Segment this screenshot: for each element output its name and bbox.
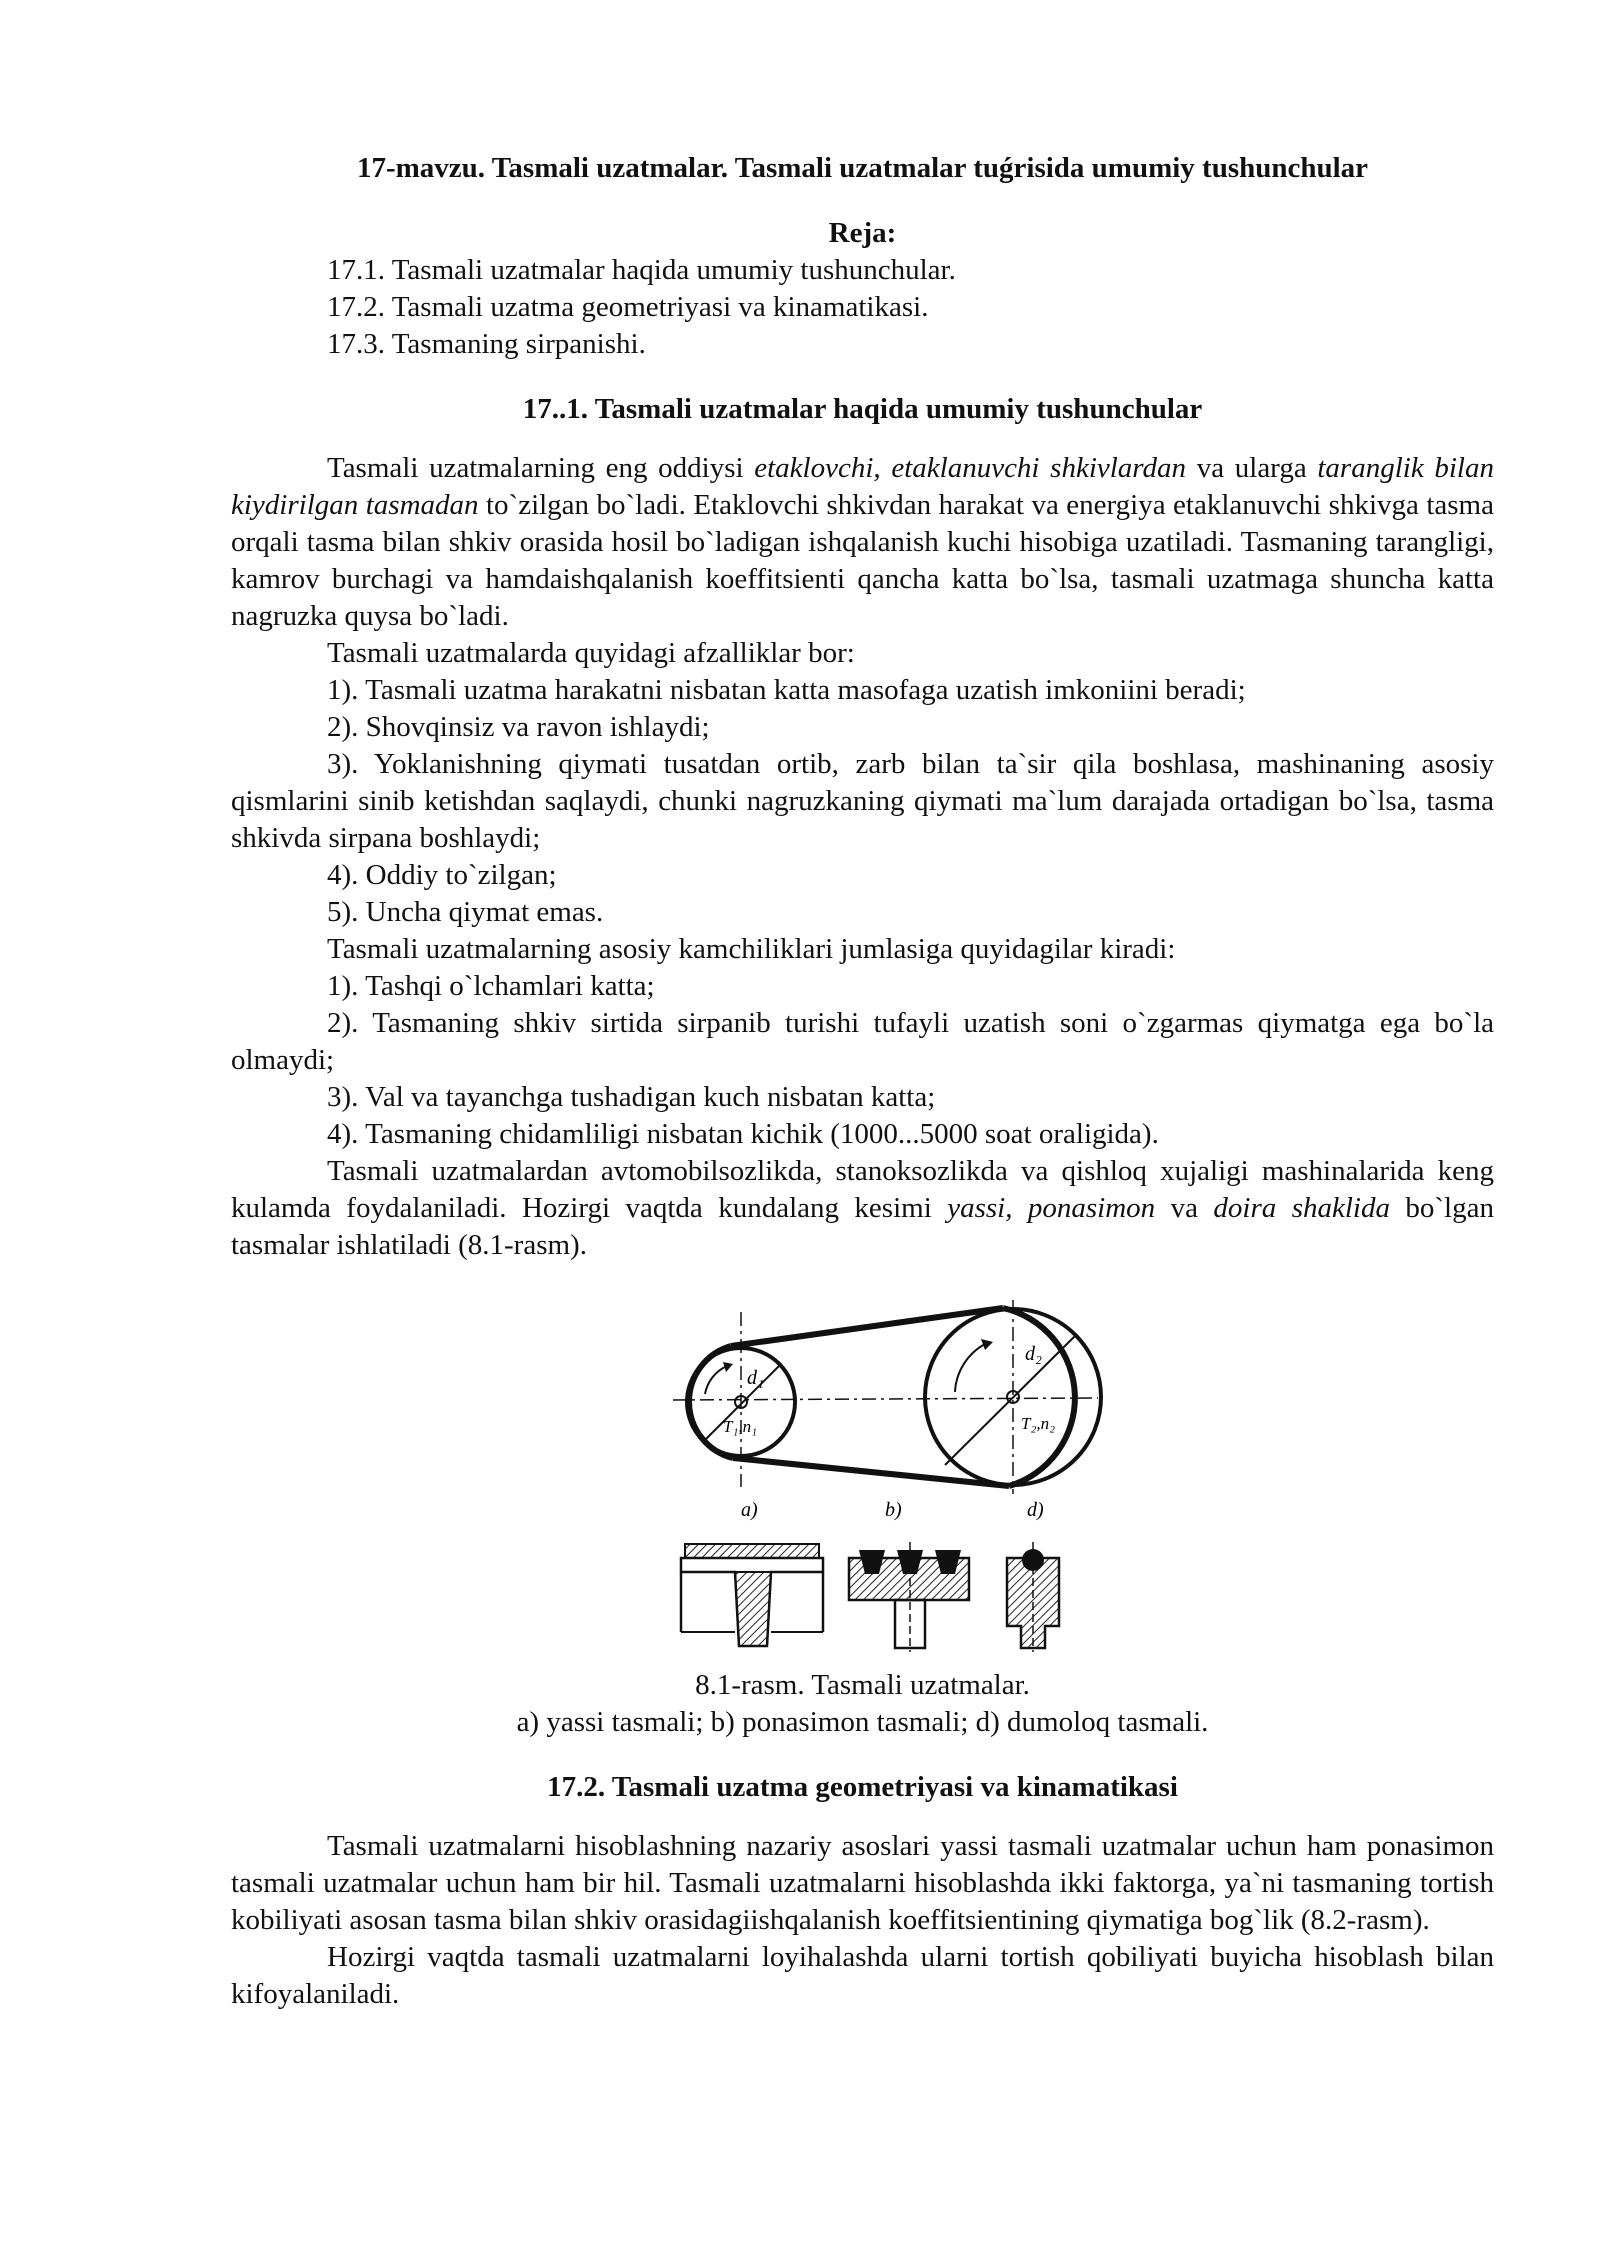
plan-list [231, 252, 1494, 363]
section2-paragraph: Tasmali uzatmalarni hisoblashning nazariy asoslari yassi tasmali uzatmalar uchun ham ponasimon tasmali uzatmalar uchun ham bir hil. Tasmali uzatmalarni hisoblashda ikki faktorga, ya`ni tasmaning tortish kobiliyati asosan tasma bilan shkiv orasidagiishqalanish koeffitsientining qiymatiga bog`lik (8.2-rasm). [231, 1830, 1494, 1936]
advantage-item: 5). Uncha qiymat emas. [327, 896, 604, 928]
belt-drive-drawing [663, 1282, 1103, 1667]
label-d2: d₂ [1025, 1343, 1042, 1365]
disadvantage-item: 3). Val va tayanchga tushadigan kuch nisbatan katta; [327, 1081, 936, 1113]
flat-belt-section [681, 1544, 823, 1646]
advantages-heading: Tasmali uzatmalarda quyidagi afzalliklar bor: [327, 637, 855, 669]
belt-drive-figure [231, 1282, 1494, 1667]
usage-paragraph: Tasmali uzatmalardan avtomobilsozlikda, stanoksozlikda va qishloq xujaligi mashinalarida keng kulamda foydalaniladi. Hozirgi vaqtda kundalang kesimi yassi, ponasimon va doira shaklida bo`lgan tasmalar ishlatiladi (8.1-rasm). [231, 1155, 1494, 1261]
label-d: d) [1027, 1499, 1044, 1521]
label-t1n1: T₁,n₁ [723, 1417, 758, 1436]
label-b: b) [885, 1499, 902, 1521]
round-belt-section [1007, 1542, 1059, 1652]
disadvantage-item: 2). Tasmaning shkiv sirtida sirpanib turishi tufayli uzatish soni o`zgarmas qiymatga ega bo`la olmaydi; [231, 1007, 1494, 1076]
disadvantages-heading: Tasmali uzatmalarning asosiy kamchiliklari jumlasiga quyidagilar kiradi: [327, 933, 1176, 965]
label-t2n2: T₂,n₂ [1021, 1414, 1056, 1433]
label-d1: d₁ [747, 1367, 764, 1389]
figure-caption: 8.1-rasm. Tasmali uzatmalar. [695, 1669, 1030, 1701]
label-a: a) [741, 1499, 758, 1521]
disadvantage-item: 1). Tashqi o`lchamlari katta; [327, 970, 655, 1002]
intro-paragraph: Tasmali uzatmalarning eng oddiysi etaklovchi, etaklanuvchi shkivlardan va ularga taranglik bilan kiydirilgan tasmadan to`zilgan bo`ladi. Etaklovchi shkivdan harakat va energiya etaklanuvchi shkivga tasma orqali tasma bilan shkiv orasida hosil bo`ladigan ishqalanish kuchi hisobiga uzatiladi. Tasmaning tarangligi, kamrov burchagi va hamdaishqalanish koeffitsienti qancha katta bo`lsa, tasmali uzatmaga shuncha katta nagruzka quysa bo`ladi. [231, 452, 1494, 632]
section2-paragraph: Hozirgi vaqtda tasmali uzatmalarni loyihalashda ularni tortish qobiliyati buyicha hisoblash bilan kifoyalaniladi. [231, 1941, 1494, 2010]
plan-heading: Reja: [828, 217, 897, 249]
section2-heading: 17.2. Tasmali uzatma geometriyasi va kinamatikasi [547, 1771, 1178, 1803]
advantage-item: 3). Yoklanishning qiymati tusatdan ortib, zarb bilan ta`sir qila boshlasa, mashinaning asosiy qismlarini sinib ketishdan saqlaydi, chunki nagruzkaning qiymati ma`lum darajada ortadigan bo`lsa, tasma shkivda sirpana boshlaydi; [231, 748, 1494, 854]
advantage-item: 4). Oddiy to`zilgan; [327, 859, 557, 891]
advantage-item: 1). Tasmali uzatma harakatni nisbatan katta masofaga uzatish imkoniini beradi; [327, 674, 1246, 706]
plan-item: 17.2. Tasmali uzatma geometriyasi va kinamatikasi. [327, 291, 929, 323]
document-page [231, 150, 1494, 2013]
disadvantage-item: 4). Tasmaning chidamliligi nisbatan kichik (1000...5000 soat oraligida). [327, 1118, 1159, 1150]
section1-heading: 17..1. Tasmali uzatmalar haqida umumiy tushunchular [522, 393, 1203, 425]
plan-item: 17.3. Tasmaning sirpanishi. [327, 328, 646, 360]
plan-item: 17.1. Tasmali uzatmalar haqida umumiy tushunchular. [327, 254, 956, 286]
v-belt-section [849, 1542, 969, 1652]
document-title: 17-mavzu. Tasmali uzatmalar. Tasmali uzatmalar tuǵrisida umumiy tushunchular [356, 152, 1369, 184]
figure-caption-detail: a) yassi tasmali; b) ponasimon tasmali; d) dumoloq tasmali. [516, 1706, 1209, 1738]
advantage-item: 2). Shovqinsiz va ravon ishlaydi; [327, 711, 710, 743]
